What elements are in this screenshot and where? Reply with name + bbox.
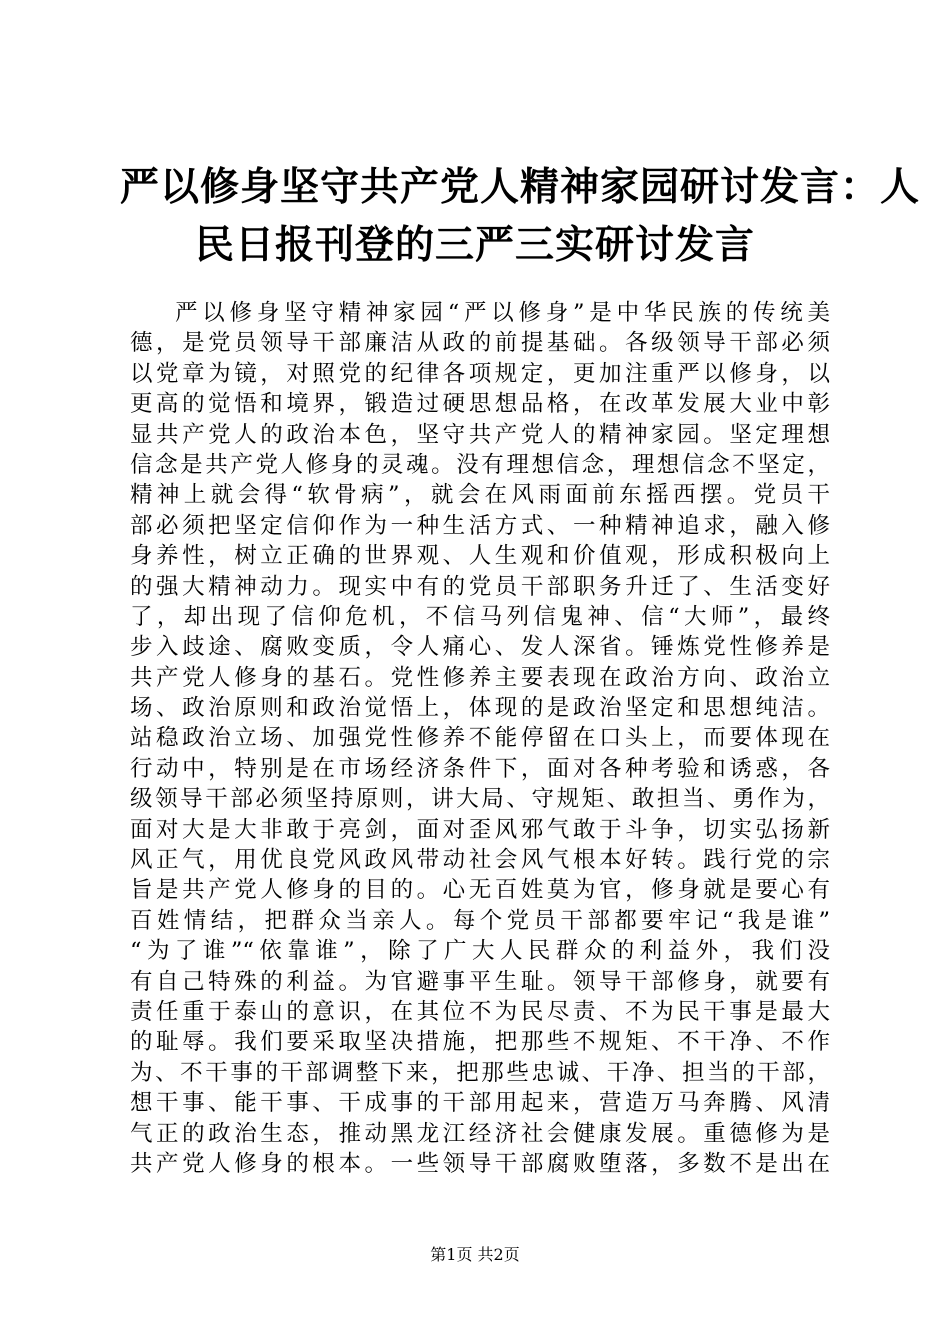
body-line: 共产党人修身的基石。党性修养主要表现在政治方向、政治立 xyxy=(130,664,830,691)
body-line: 显共产党人的政治本色，坚守共产党人的精神家园。坚定理想 xyxy=(130,421,830,448)
body-line: 有自己特殊的利益。为官避事平生耻。领导干部修身，就要有 xyxy=(130,968,830,995)
body-line: 为、不干事的干部调整下来，把那些忠诚、干净、担当的干部， xyxy=(130,1059,830,1086)
body-line: 更高的觉悟和境界，锻造过硬思想品格，在改革发展大业中彰 xyxy=(130,391,830,418)
body-line: “为了谁”“依靠谁”，除了广大人民群众的利益外，我们没 xyxy=(130,938,830,965)
body-line: 百姓情结，把群众当亲人。每个党员干部都要牢记“我是谁” xyxy=(130,907,830,934)
body-line: 以党章为镜，对照党的纪律各项规定，更加注重严以修身，以 xyxy=(130,360,830,387)
body-line: 的强大精神动力。现实中有的党员干部职务升迁了、生活变好 xyxy=(130,573,830,600)
body-line: 站稳政治立场、加强党性修养不能停留在口头上，而要体现在 xyxy=(130,725,830,752)
body-line: 场、政治原则和政治觉悟上，体现的是政治坚定和思想纯洁。 xyxy=(130,695,830,722)
body-line: 步入歧途、腐败变质，令人痛心、发人深省。锤炼党性修养是 xyxy=(130,634,830,661)
body-line: 的耻辱。我们要采取坚决措施，把那些不规矩、不干净、不作 xyxy=(130,1029,830,1056)
document-title xyxy=(120,158,921,274)
body-line: 德，是党员领导干部廉洁从政的前提基础。各级领导干部必须 xyxy=(130,330,830,357)
page-footer: 第1页 共2页 xyxy=(430,1245,520,1264)
body-line: 身养性，树立正确的世界观、人生观和价值观，形成积极向上 xyxy=(130,543,830,570)
body-line: 共产党人修身的根本。一些领导干部腐败堕落，多数不是出在 xyxy=(130,1150,830,1177)
body-line: 级领导干部必须坚持原则，讲大局、守规矩、敢担当、勇作为， xyxy=(130,786,830,813)
body-line: 信念是共产党人修身的灵魂。没有理想信念，理想信念不坚定， xyxy=(130,451,830,478)
body-line: 了，却出现了信仰危机，不信马列信鬼神、信“大师”，最终 xyxy=(130,603,830,630)
body-line: 严以修身坚守精神家园“严以修身”是中华民族的传统美 xyxy=(175,300,830,326)
body-line: 行动中，特别是在市场经济条件下，面对各种考验和诱惑，各 xyxy=(130,755,830,782)
body-line: 气正的政治生态，推动黑龙江经济社会健康发展。重德修为是 xyxy=(130,1120,830,1147)
body-line: 面对大是大非敢于亮剑，面对歪风邪气敢于斗争，切实弘扬新 xyxy=(130,816,830,843)
title-line-2: 民日报刊登的三严三实研讨发言 xyxy=(194,222,755,268)
body-line: 部必须把坚定信仰作为一种生活方式、一种精神追求，融入修 xyxy=(130,512,830,539)
body-line: 精神上就会得“软骨病”，就会在风雨面前东摇西摆。党员干 xyxy=(130,482,830,509)
body-line: 责任重于泰山的意识，在其位不为民尽责、不为民干事是最大 xyxy=(130,998,830,1025)
document-body xyxy=(130,298,830,1179)
body-line: 想干事、能干事、干成事的干部用起来，营造万马奔腾、风清 xyxy=(130,1090,830,1117)
body-line: 风正气，用优良党风政风带动社会风气根本好转。践行党的宗 xyxy=(130,847,830,874)
body-line: 旨是共产党人修身的目的。心无百姓莫为官，修身就是要心有 xyxy=(130,877,830,904)
title-line-1: 严以修身坚守共产党人精神家园研讨发言：人 xyxy=(120,164,921,210)
